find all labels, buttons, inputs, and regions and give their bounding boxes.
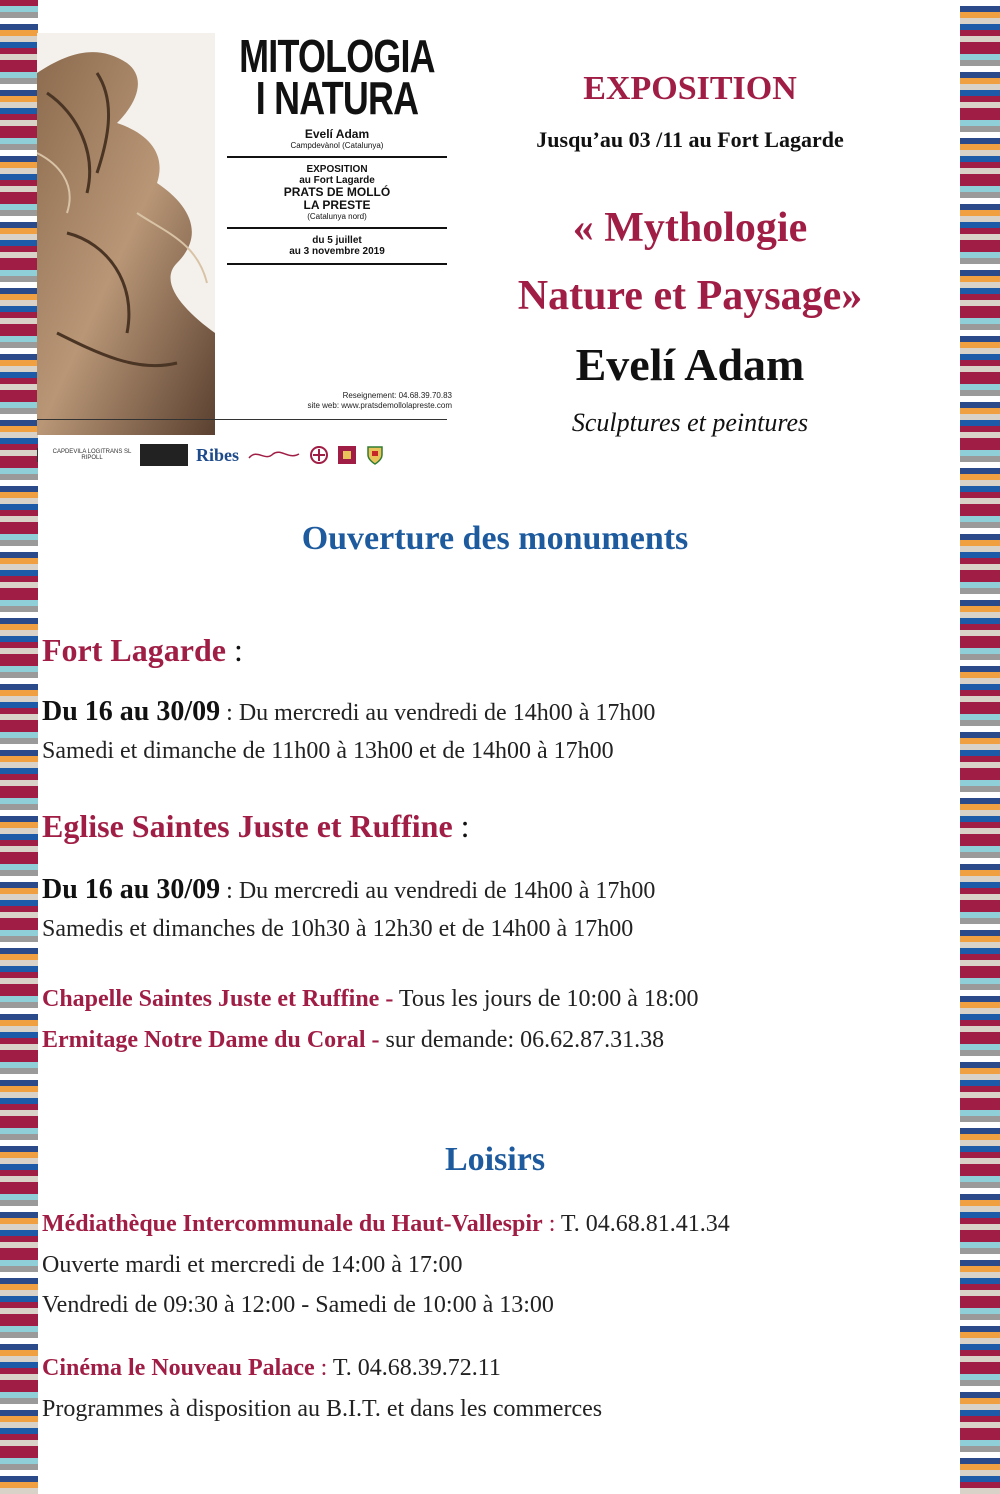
cinema-name: Cinéma le Nouveau Palace bbox=[42, 1355, 315, 1381]
poster-rule bbox=[227, 156, 447, 158]
ermitage-name: Ermitage Notre Dame du Coral - bbox=[42, 1027, 380, 1053]
poster-info-phone: Reseignement: 04.68.39.70.83 bbox=[342, 391, 452, 400]
mediatheque-header bbox=[42, 1211, 730, 1238]
logo-town-crest bbox=[365, 445, 385, 465]
exhibition-poster bbox=[37, 15, 452, 480]
ermitage-hours bbox=[42, 1027, 664, 1054]
poster-expo-label: EXPOSITION bbox=[306, 164, 368, 175]
left-decorative-border bbox=[0, 0, 38, 1494]
eglise-weekday-text: : Du mercredi au vendredi de 14h00 à 17h00 bbox=[220, 878, 656, 904]
fort-weekday-hours bbox=[42, 696, 655, 728]
poster-info-site: site web: www.pratsdemollolapreste.com bbox=[307, 401, 452, 410]
cinema-header bbox=[42, 1355, 501, 1382]
mediatheque-phone: T. 04.68.81.41.34 bbox=[555, 1211, 730, 1237]
mediatheque-hours-2: Vendredi de 09:30 à 12:00 - Samedi de 10:00 à 13:00 bbox=[42, 1292, 554, 1318]
logo-script-mark bbox=[247, 444, 301, 466]
exposition-title-line2: Nature et Paysage» bbox=[517, 273, 863, 319]
poster-region: (Catalunya nord) bbox=[307, 212, 367, 221]
fort-period: Du 16 au 30/09 bbox=[42, 696, 221, 727]
venue-fort-name: Fort Lagarde bbox=[42, 632, 226, 668]
sponsor-logos bbox=[37, 430, 447, 480]
poster-title-line2: I NATURA bbox=[255, 72, 419, 124]
driftwood-sculpture-photo bbox=[37, 33, 215, 435]
poster-expo-at: au Fort Lagarde bbox=[299, 175, 375, 186]
chapelle-name: Chapelle Saintes Juste et Ruffine - bbox=[42, 986, 394, 1012]
poster-dates2: au 3 novembre 2019 bbox=[289, 246, 385, 257]
logo-dark-box bbox=[140, 444, 188, 466]
poster-rule-2 bbox=[227, 227, 447, 229]
poster-rule-3 bbox=[227, 263, 447, 265]
exposition-artist: Evelí Adam bbox=[575, 339, 805, 390]
poster-info bbox=[227, 391, 452, 411]
exposition-heading: EXPOSITION bbox=[583, 70, 797, 107]
logo-ribes: Ribes bbox=[196, 444, 240, 465]
poster-title-line1: MITOLOGIA bbox=[239, 30, 435, 82]
venue-eglise-name: Eglise Saintes Juste et Ruffine bbox=[42, 808, 453, 844]
poster-artist: Evelí Adam bbox=[304, 127, 370, 141]
cinema-sep: : bbox=[314, 1355, 328, 1381]
mediatheque-sep: : bbox=[542, 1211, 556, 1237]
logo-capdevila-name: CAPDEVILA LOGITRANS SL bbox=[52, 449, 132, 455]
exposition-subtitle: Sculptures et peintures bbox=[571, 408, 809, 437]
mediatheque-hours-1: Ouverte mardi et mercredi de 14:00 à 17:00 bbox=[42, 1252, 463, 1278]
venue-fort-lagarde bbox=[42, 632, 243, 669]
poster-dates1: du 5 juillet bbox=[312, 235, 362, 246]
eglise-period: Du 16 au 30/09 bbox=[42, 874, 221, 905]
loisirs-section-title: Loisirs bbox=[444, 1141, 546, 1178]
venue-eglise-suffix: : bbox=[452, 808, 470, 844]
poster-text-block bbox=[227, 30, 447, 271]
logo-cross-mark bbox=[309, 445, 329, 465]
cinema-phone: T. 04.68.39.72.11 bbox=[327, 1355, 501, 1381]
logo-capdevila bbox=[52, 449, 132, 461]
logo-red-square bbox=[337, 445, 357, 465]
poster-divider bbox=[37, 419, 447, 420]
fort-weekend-hours: Samedi et dimanche de 11h00 à 13h00 et de 14h00 à 17h00 bbox=[42, 738, 614, 764]
right-decorative-border bbox=[960, 0, 1000, 1494]
poster-town1: PRATS DE MOLLÓ bbox=[283, 185, 391, 199]
venue-eglise bbox=[42, 808, 470, 845]
chapelle-text: Tous les jours de 10:00 à 18:00 bbox=[393, 986, 699, 1012]
poster-artist-place: Campdevànol (Catalunya) bbox=[290, 141, 384, 150]
eglise-weekend-hours: Samedis et dimanches de 10h30 à 12h30 et de 14h00 à 17h00 bbox=[42, 916, 634, 942]
exposition-title-line1: « Mythologie bbox=[572, 205, 808, 251]
fort-weekday-text: : Du mercredi au vendredi de 14h00 à 17h00 bbox=[220, 700, 656, 726]
logo-divider-mark bbox=[37, 448, 44, 462]
logo-capdevila-town: RIPOLL bbox=[81, 455, 103, 461]
chapelle-hours bbox=[42, 986, 699, 1013]
ermitage-text: sur demande: 06.62.87.31.38 bbox=[379, 1027, 665, 1053]
border-band bbox=[960, 1488, 1000, 1494]
monuments-section-title: Ouverture des monuments bbox=[301, 520, 689, 557]
eglise-weekday-hours bbox=[42, 874, 655, 906]
cinema-program: Programmes à disposition au B.I.T. et dans les commerces bbox=[42, 1396, 603, 1422]
venue-fort-suffix: : bbox=[225, 632, 243, 668]
border-band bbox=[0, 1488, 38, 1494]
mediatheque-name: Médiathèque Intercommunale du Haut-Vallespir bbox=[42, 1211, 543, 1237]
poster-town2: LA PRESTE bbox=[303, 198, 371, 212]
exposition-until: Jusqu’au 03 /11 au Fort Lagarde bbox=[536, 127, 844, 152]
